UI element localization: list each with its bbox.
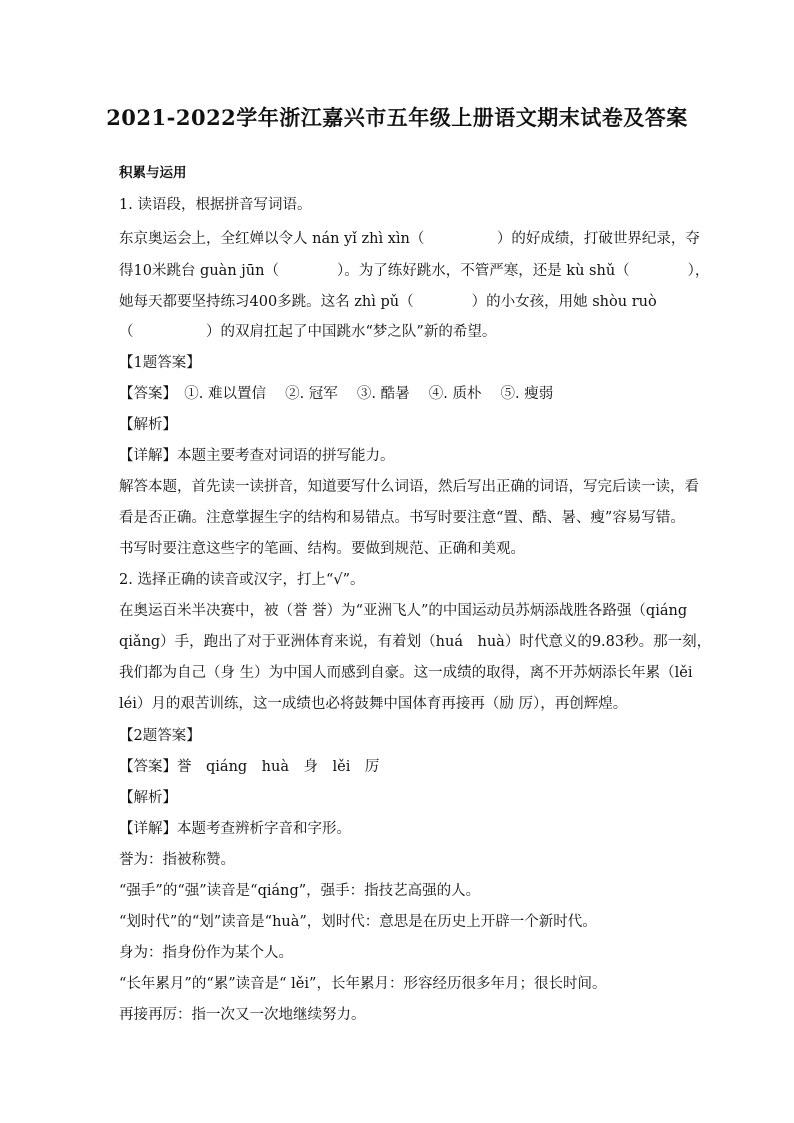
q2-detail-line-3: “强手”的“强”读音是“qiáng”，强手：指技艺高强的人。 [119,883,481,899]
q1-passage-line-4: （ ）的双肩扛起了中国跳水“梦之队”新的希望。 [119,324,497,340]
q1-detail-line-1: 【详解】本题主要考查对词语的拼写能力。 [119,448,395,464]
page-title: 2021-2022学年浙江嘉兴市五年级上册语文期末试卷及答案 [106,105,688,130]
q2-answer-heading: 【2题答案】 [119,728,201,744]
q2-analysis-heading: 【解析】 [119,790,177,806]
q2-answer: 【答案】誉 qiáng huà 身 lěi 厉 [119,759,380,775]
q1-detail-line-3: 看是否正确。注意掌握生字的结构和易错点。书写时要注意“置、酷、暑、瘦”容易写错。 [119,510,685,526]
q1-prompt: 1. 读语段，根据拼音写词语。 [119,197,312,213]
q2-passage-line-3: 我们都为自己（身 生）为中国人而感到自豪。这一成绩的取得，离不开苏炳添长年累（lěi [119,665,693,681]
q2-detail-line-4: “划时代”的“划”读音是“huà”，划时代：意思是在历史上开辟一个新时代。 [119,914,597,930]
q2-passage-line-2: qiǎng）手，跑出了对于亚洲体育来说，有着划（huá huà）时代意义的9.83秒。那一刻， [119,634,712,650]
q1-answer-heading: 【1题答案】 [119,355,201,371]
q2-detail-line-7: 再接再厉：指一次又一次地继续努力。 [119,1007,366,1023]
q1-analysis-heading: 【解析】 [119,417,177,433]
q2-detail-line-1: 【详解】本题考查辨析字音和字形。 [119,821,351,837]
q2-prompt: 2. 选择正确的读音或汉字，打上“√”。 [119,572,365,588]
q2-detail-line-6: “长年累月”的“累”读音是“ lěi”，长年累月：形容经历很多年月；很长时间。 [119,976,607,992]
q2-detail-line-5: 身为：指身份作为某个人。 [119,945,293,961]
q1-detail-line-4: 书写时要注意这些字的笔画、结构。要做到规范、正确和美观。 [119,541,525,557]
q1-answer: 【答案】 ①. 难以置信 ②. 冠军 ③. 酷暑 ④. 质朴 ⑤. 瘦弱 [119,386,554,402]
q1-detail-line-2: 解答本题，首先读一读拼音，知道要写什么词语，然后写出正确的词语，写完后读一读，看 [119,479,699,495]
q1-passage-line-3: 她每天都要坚持练习400多跳。这名 zhì pǔ（ ）的小女孩，用她 shòu ruò [119,294,657,310]
section-heading: 积累与运用 [119,165,187,181]
q2-passage-line-1: 在奥运百米半决赛中，被（誉 誉）为“亚洲飞人”的中国运动员苏炳添战胜各路强（qiáng [119,603,688,619]
q2-detail-line-2: 誉为：指被称赞。 [119,852,235,868]
q2-passage-line-4: léi）月的艰苦训练，这一成绩也必将鼓舞中国体育再接再（励 厉），再创辉煌。 [119,696,628,712]
q1-passage-line-1: 东京奥运会上，全红婵以令人 nán yǐ zhì xìn（ ）的好成绩，打破世界纪录，夺 [119,231,700,247]
q1-passage-line-2: 得10米跳台 guàn jūn（ ）。为了练好跳水，不管严寒，还是 kù shǔ（ ）， [119,263,710,279]
